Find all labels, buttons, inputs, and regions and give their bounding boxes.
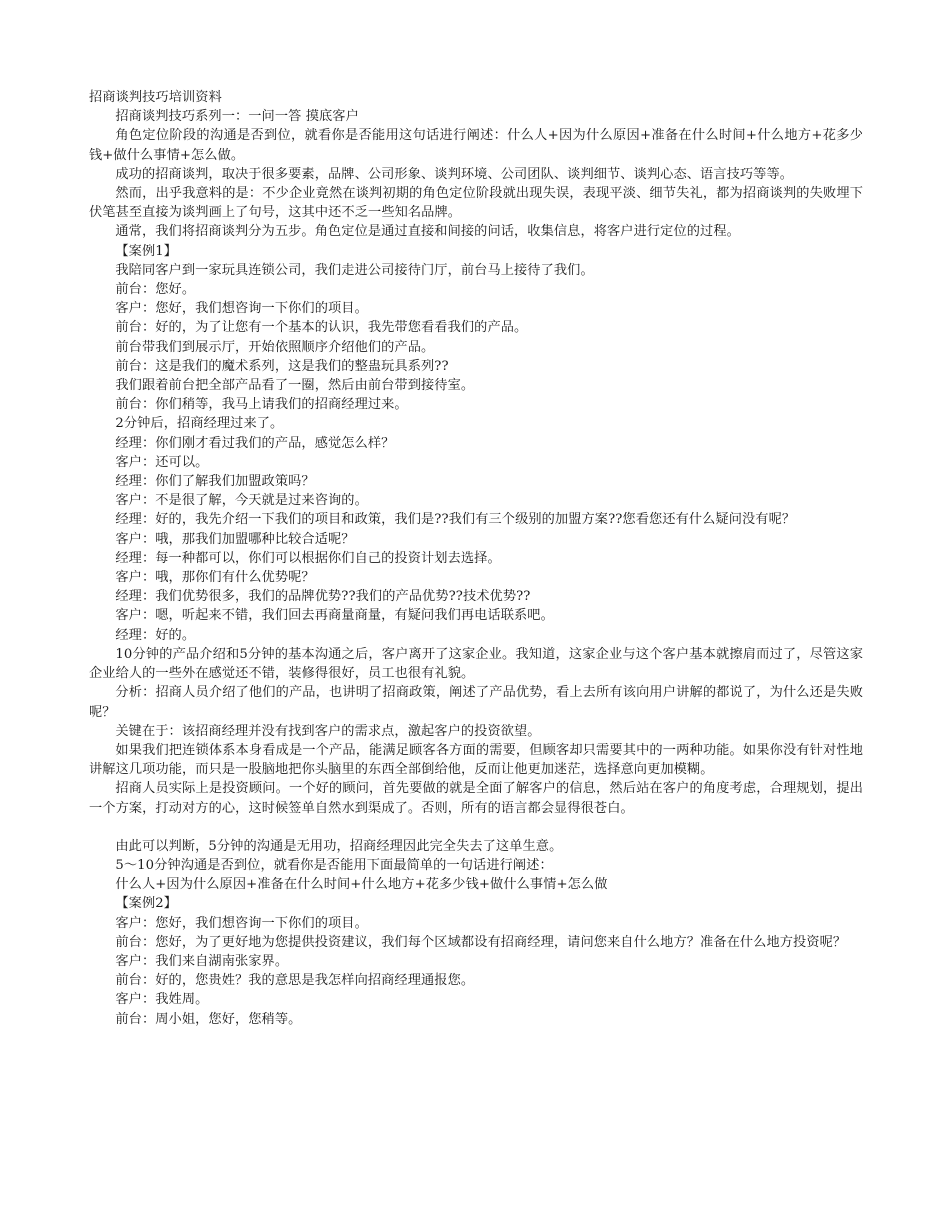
paragraph: 我们跟着前台把全部产品看了一圈，然后由前台带到接待室。 <box>115 378 475 394</box>
paragraph: 招商谈判技巧系列一：一问一答 摸底客户 <box>115 109 359 125</box>
paragraph: 前台：您好。 <box>115 282 196 298</box>
paragraph: 经理：好的。 <box>115 627 196 643</box>
paragraph: 客户：您好，我们想咨询一下你们的项目。 <box>115 301 368 317</box>
paragraph: 客户：哦，那我们加盟哪种比较合适呢？ <box>115 531 355 547</box>
paragraph: 经理：你们刚才看过我们的产品，感觉怎么样？ <box>115 435 395 451</box>
paragraph: 客户：我姓周。 <box>115 992 209 1008</box>
paragraph: 前台：周小姐，您好，您稍等。 <box>115 1011 302 1027</box>
paragraph: 客户：哦，那你们有什么优势呢？ <box>115 570 315 586</box>
paragraph: 什么人+因为什么原因+准备在什么时间+什么地方+花多少钱+做什么事情+怎么做 <box>115 877 608 893</box>
paragraph: 客户：不是很了解，今天就是过来咨询的。 <box>115 493 368 509</box>
paragraph: 经理：我们优势很多，我们的品牌优势??我们的产品优势??技术优势?? <box>115 589 531 605</box>
paragraph: 通常，我们将招商谈判分为五步。角色定位是通过直接和间接的问话，收集信息，将客户进行定位的过程。 <box>115 224 740 240</box>
paragraph: 关键在于：该招商经理并没有找到客户的需求点，激起客户的投资欲望。 <box>115 723 541 739</box>
paragraph: 2分钟后，招商经理过来了。 <box>115 416 284 432</box>
paragraph: 5～10分钟沟通是否到位，就看你是否能用下面最简单的一句话进行阐述： <box>115 857 553 873</box>
paragraph: 10分钟的产品介绍和5分钟的基本沟通之后，客户离开了这家企业。我知道，这家企业与这个客户基本就擦肩而过了，尽管这家企业给人的一些外在感觉还不错，装修得很好，员工也很有礼貌。 <box>89 646 863 682</box>
paragraph: 前台：这是我们的魔术系列，这是我们的整蛊玩具系列?? <box>115 358 449 374</box>
document-body <box>89 88 863 1029</box>
paragraph: 分析：招商人员介绍了他们的产品，也讲明了招商政策，阐述了产品优势，看上去所有该向用户讲解的都说了，为什么还是失败呢？ <box>89 685 863 720</box>
paragraph: 前台带我们到展示厅，开始依照顺序介绍他们的产品。 <box>115 339 435 355</box>
paragraph: 如果我们把连锁体系本身看成是一个产品，能满足顾客各方面的需要，但顾客却只需要其中的一两种功能。如果你没有针对性地讲解这几项功能，而只是一股脑地把你头脑里的东西全部倒给他，反而让他更加迷茫，选择意向更加模糊。 <box>89 742 863 778</box>
document-title: 招商谈判技巧培训资料 <box>89 90 222 105</box>
paragraph: 招商人员实际上是投资顾问。一个好的顾问，首先要做的就是全面了解客户的信息，然后站在客户的角度考虑，合理规划，提出一个方案，打动对方的心，这时候签单自然水到渠成了。否则，所有的语言都会显得很苍白。 <box>89 781 863 816</box>
paragraph: 客户：嗯，听起来不错，我们回去再商量商量，有疑问我们再电话联系吧。 <box>115 608 554 624</box>
paragraph: 然而，出乎我意料的是：不少企业竟然在谈判初期的角色定位阶段就出现失误，表现平淡、细节失礼，都为招商谈判的失败埋下伏笔甚至直接为谈判画上了句号，这其中还不乏一些知名品牌。 <box>89 186 863 221</box>
paragraph: 客户：还可以。 <box>115 454 209 470</box>
paragraph-list <box>89 107 863 1029</box>
paragraph: 【案例2】 <box>115 896 178 912</box>
paragraph: 我陪同客户到一家玩具连锁公司，我们走进公司接待门厅，前台马上接待了我们。 <box>115 262 594 278</box>
paragraph: 客户：我们来自湖南张家界。 <box>115 953 289 969</box>
paragraph: 前台：您好，为了更好地为您提供投资建议，我们每个区域都设有招商经理，请问您来自什么地方？准备在什么地方投资呢？ <box>115 934 847 950</box>
paragraph: 成功的招商谈判，取决于很多要素，品牌、公司形象、谈判环境、公司团队、谈判细节、谈判心态、语言技巧等等。 <box>115 166 794 182</box>
paragraph <box>89 818 863 837</box>
paragraph: 前台：好的，您贵姓？我的意思是我怎样向招商经理通报您。 <box>115 973 475 989</box>
paragraph: 经理：你们了解我们加盟政策吗？ <box>115 474 315 490</box>
paragraph: 经理：好的，我先介绍一下我们的项目和政策，我们是??我们有三个级别的加盟方案??您看您还有什么疑问没有呢？ <box>115 512 796 528</box>
paragraph: 角色定位阶段的沟通是否到位，就看你是否能用这句话进行阐述：什么人+因为什么原因+准备在什么时间+什么地方+花多少钱+做什么事情+怎么做。 <box>89 128 863 163</box>
paragraph: 前台：你们稍等，我马上请我们的招商经理过来。 <box>115 397 408 413</box>
paragraph: 经理：每一种都可以，你们可以根据你们自己的投资计划去选择。 <box>115 550 501 566</box>
paragraph: 前台：好的，为了让您有一个基本的认识，我先带您看看我们的产品。 <box>115 320 528 336</box>
paragraph: 【案例1】 <box>115 243 178 259</box>
paragraph: 客户：您好，我们想咨询一下你们的项目。 <box>115 915 368 931</box>
paragraph: 由此可以判断，5分钟的沟通是无用功，招商经理因此完全失去了这单生意。 <box>115 838 563 854</box>
